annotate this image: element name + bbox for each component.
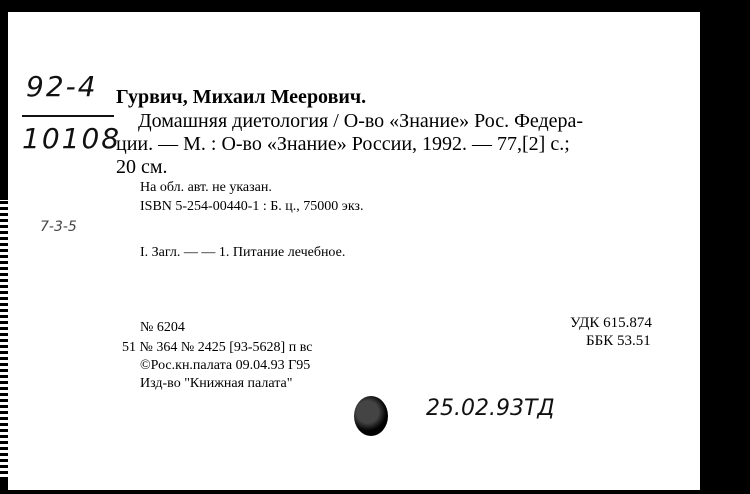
call-number-divider bbox=[22, 115, 114, 117]
title-line-2: ции. — М. : О-во «Знание» России, 1992. — 77,[2] с.; bbox=[116, 133, 570, 155]
copyright-line: ©Рос.кн.палата 09.04.93 Г95 bbox=[140, 358, 311, 373]
record-number: № 6204 bbox=[140, 320, 185, 335]
call-number-bottom: 10108 bbox=[22, 122, 122, 155]
author-heading: Гурвич, Михаил Меерович. bbox=[116, 86, 367, 108]
scan-edge bbox=[0, 200, 8, 480]
udc-code: УДК 615.874 bbox=[570, 315, 652, 331]
catalog-card bbox=[8, 12, 700, 490]
bbk-code: ББК 53.51 bbox=[586, 333, 651, 349]
stamp-date: 25.02.93ТД bbox=[426, 396, 555, 421]
library-stamp bbox=[354, 396, 388, 436]
call-number-top: 92-4 bbox=[26, 70, 98, 103]
cover-note: На обл. авт. не указан. bbox=[140, 180, 272, 195]
title-line-1: Домашняя диетология / О-во «Знание» Рос. Федера- bbox=[138, 110, 584, 132]
margin-note: 7-3-5 bbox=[40, 219, 77, 235]
isbn-line: ISBN 5-254-00440-1 : Б. ц., 75000 экз. bbox=[140, 199, 364, 214]
registry-line: 51 № 364 № 2425 [93-5628] п вс bbox=[122, 340, 313, 355]
publisher-line: Изд-во "Книжная палата" bbox=[140, 376, 293, 391]
title-line-3: 20 см. bbox=[116, 156, 168, 178]
subject-headings: I. Загл. — — 1. Питание лечебное. bbox=[140, 245, 346, 260]
